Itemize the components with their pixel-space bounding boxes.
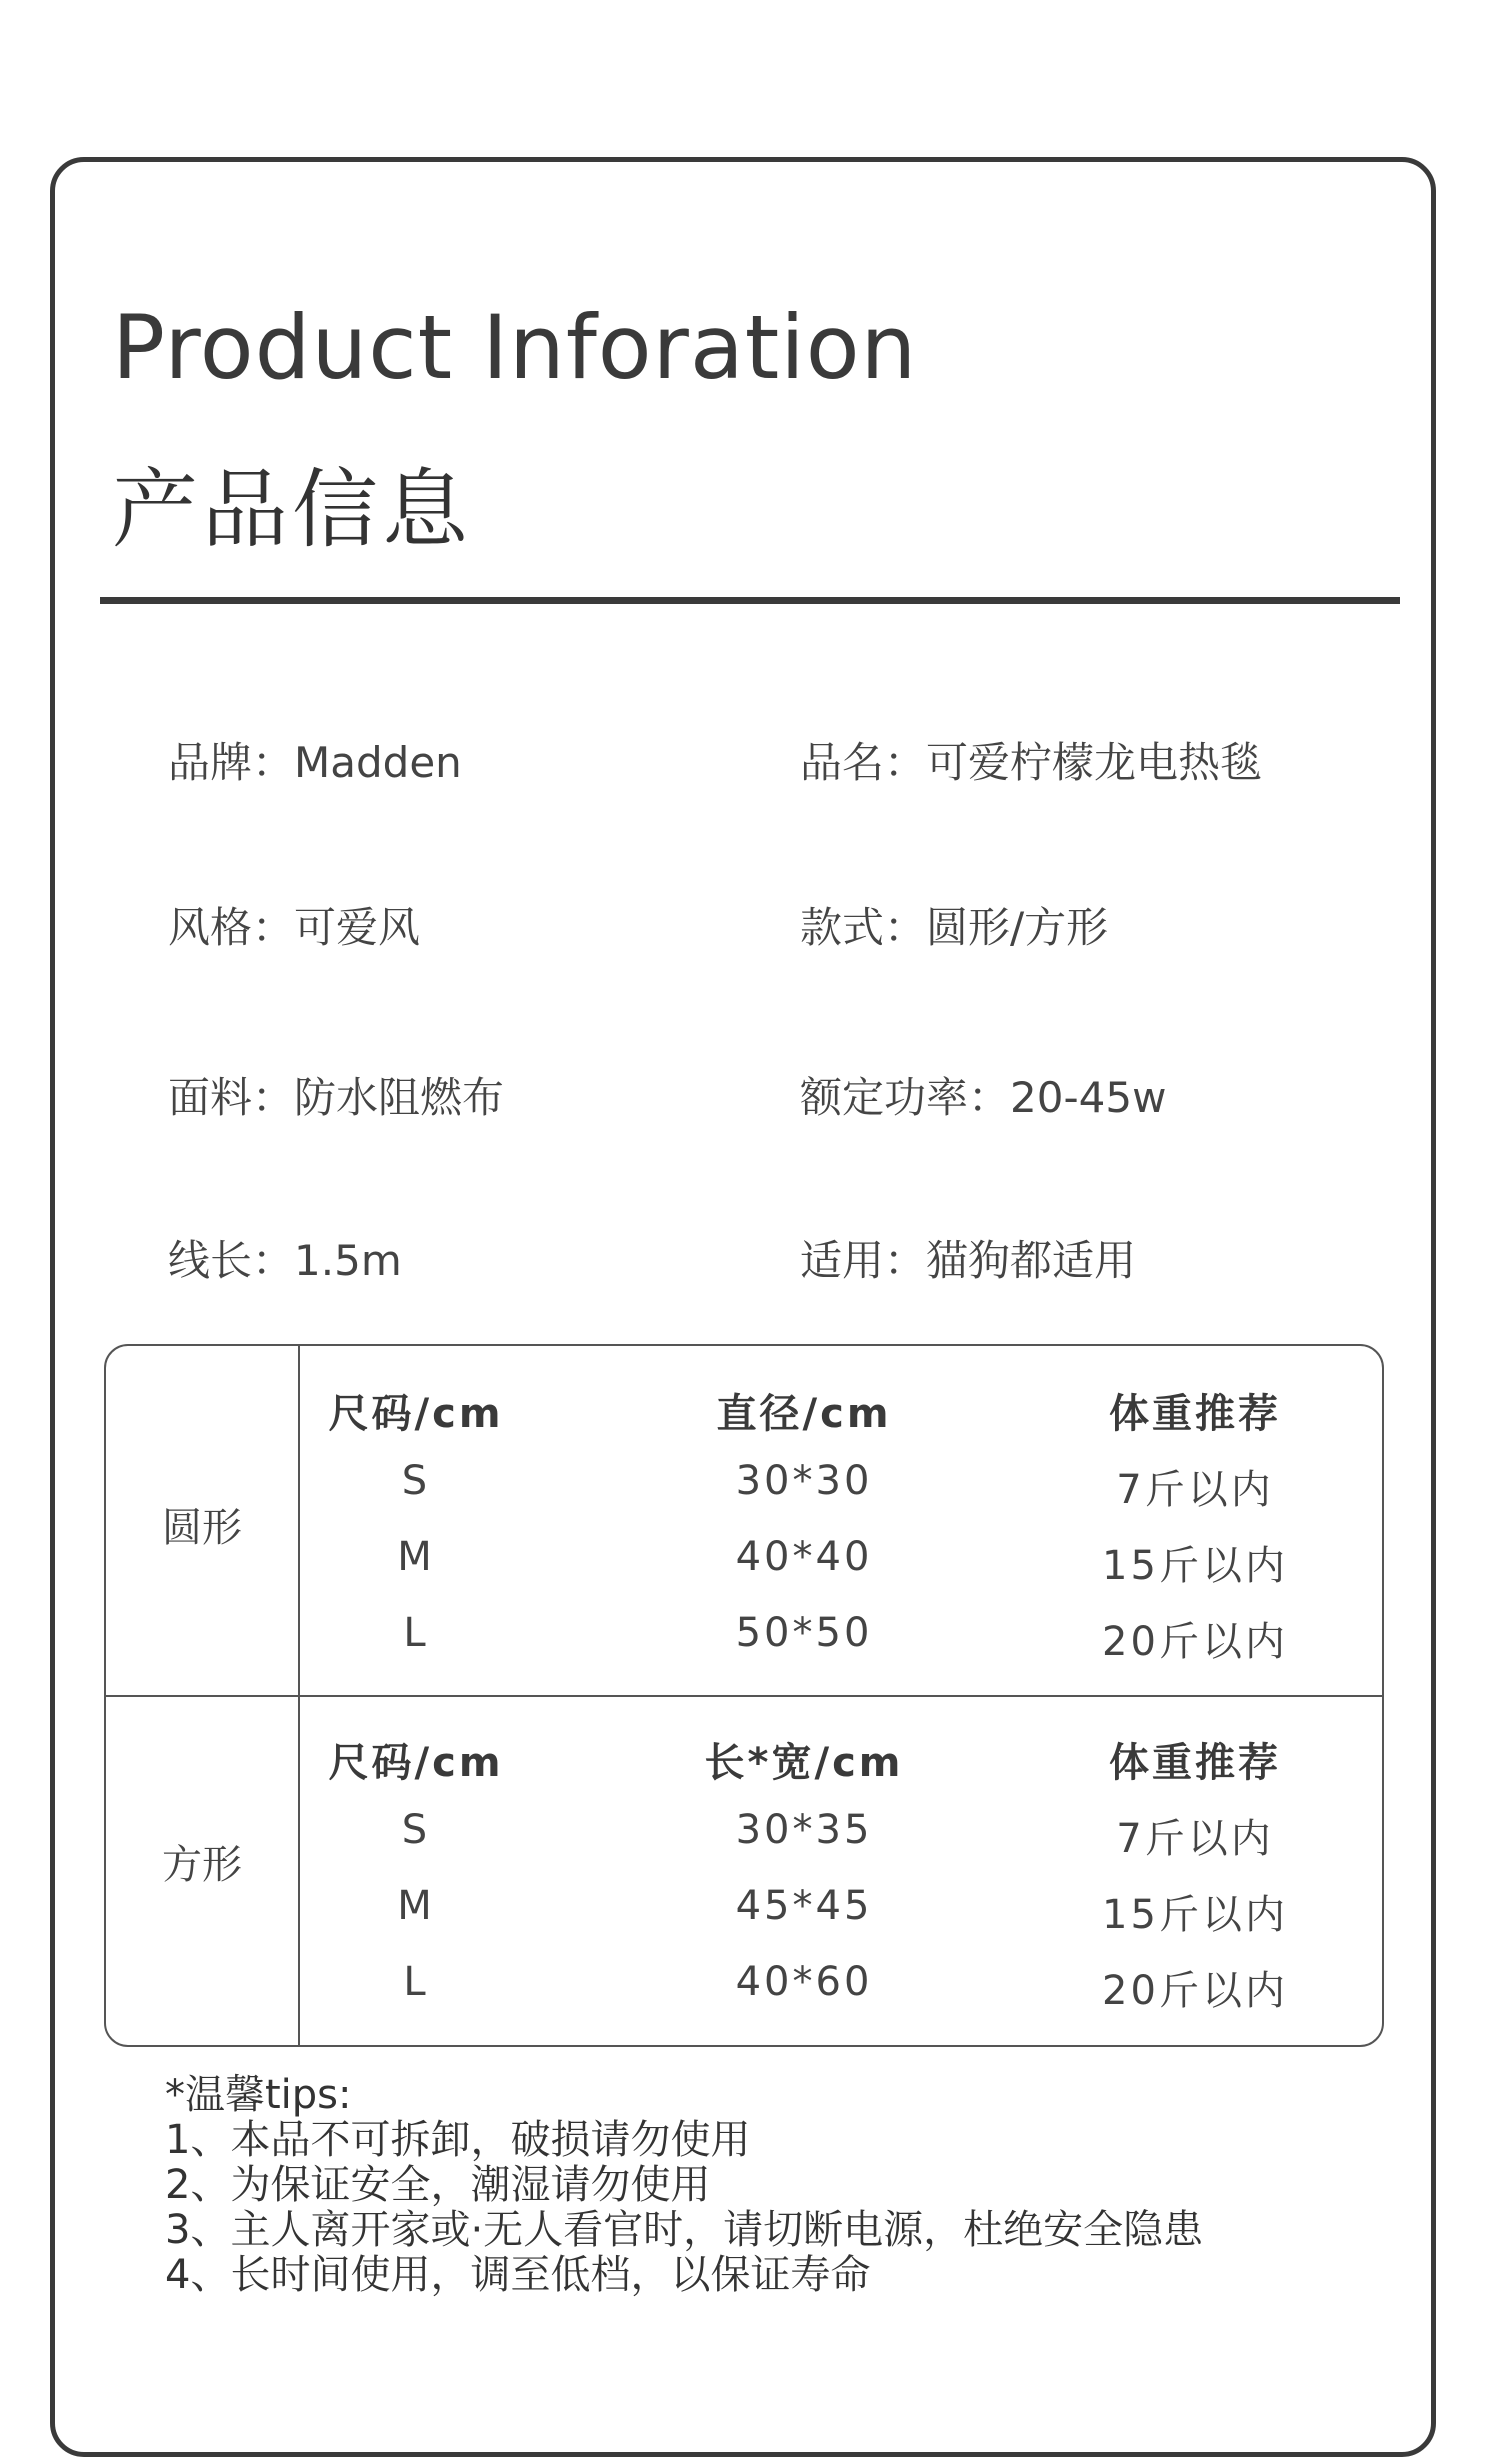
page-title-chinese: 产品信息 xyxy=(112,460,472,560)
tips-heading: *温馨tips: xyxy=(165,2072,352,2118)
table-cell: 20斤以内 xyxy=(1102,1619,1288,1665)
info-brand: 品牌：Madden xyxy=(168,738,462,787)
info-model: 款式：圆形/方形 xyxy=(800,903,1109,952)
tip-item: 3、主人离开家或·无人看官时，请切断电源，杜绝安全隐患 xyxy=(165,2207,1204,2253)
title-divider xyxy=(100,597,1400,604)
info-style: 风格：可爱风 xyxy=(168,903,421,952)
table-cell: 45*45 xyxy=(735,1883,873,1929)
header-size: 尺码/cm xyxy=(328,1740,504,1786)
table-cell: 7斤以内 xyxy=(1116,1467,1274,1513)
table-cell: L xyxy=(403,1610,429,1656)
tip-item: 4、长时间使用，调至低档，以保证寿命 xyxy=(165,2252,871,2298)
square-size-block xyxy=(106,1695,1382,2045)
header-size: 尺码/cm xyxy=(328,1391,504,1437)
header-length-width: 长*宽/cm xyxy=(704,1740,904,1786)
header-weight: 体重推荐 xyxy=(1109,1740,1281,1786)
table-cell: M xyxy=(397,1534,435,1580)
table-cell: 40*40 xyxy=(735,1534,873,1580)
table-cell: L xyxy=(403,1959,429,2005)
header-diameter: 直径/cm xyxy=(716,1391,892,1437)
table-cell: 50*50 xyxy=(735,1610,873,1656)
shape-label-round: 圆形 xyxy=(162,1505,242,1551)
table-cell: M xyxy=(397,1883,435,1929)
table-cell: S xyxy=(401,1458,431,1504)
table-cell: 20斤以内 xyxy=(1102,1968,1288,2014)
table-cell: 30*35 xyxy=(735,1807,873,1853)
info-cable-length: 线长：1.5m xyxy=(168,1236,402,1285)
page-title-english: Product Inforation xyxy=(112,296,918,399)
table-cell: S xyxy=(401,1807,431,1853)
table-cell: 7斤以内 xyxy=(1116,1816,1274,1862)
info-suitable-for: 适用：猫狗都适用 xyxy=(800,1236,1137,1285)
usage-tips xyxy=(165,2073,1203,2298)
round-size-block xyxy=(106,1346,1382,1697)
tip-item: 2、为保证安全，潮湿请勿使用 xyxy=(165,2162,711,2208)
table-cell: 30*30 xyxy=(735,1458,873,1504)
tip-item: 1、本品不可拆卸，破损请勿使用 xyxy=(165,2117,751,2163)
table-cell: 15斤以内 xyxy=(1102,1543,1288,1589)
info-product-name: 品名：可爱柠檬龙电热毯 xyxy=(800,738,1263,787)
info-fabric: 面料：防水阻燃布 xyxy=(168,1073,505,1122)
shape-label-square: 方形 xyxy=(162,1842,242,1888)
size-table xyxy=(104,1344,1384,2047)
info-rated-power: 额定功率：20-45w xyxy=(800,1073,1167,1122)
table-cell: 15斤以内 xyxy=(1102,1892,1288,1938)
header-weight: 体重推荐 xyxy=(1109,1391,1281,1437)
table-cell: 40*60 xyxy=(735,1959,873,2005)
